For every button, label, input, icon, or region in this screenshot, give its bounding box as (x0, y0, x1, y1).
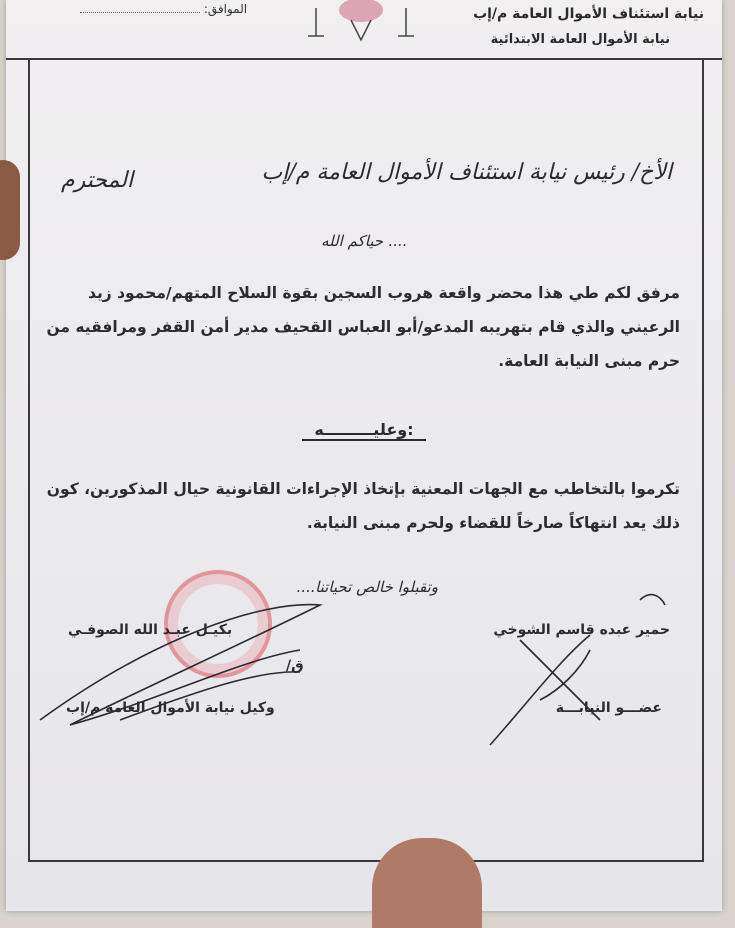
alaih-text: وعليـــــــــه: (302, 420, 425, 441)
emblem-icon (306, 0, 416, 46)
greeting: حياكم الله .... (321, 232, 407, 250)
date-field-blank (80, 12, 200, 13)
finger-bottom (372, 838, 482, 928)
closing-line: وتقبلوا خالص تحياتنا.... (296, 578, 439, 596)
body-paragraph-2: تكرموا بالتخاطب مع الجهات المعنية بإتخاذ الإجراءات القانونية حيال المذكورين، كون ذلك يعد انتهاكاً صارخاً للقضاء ولحرم مبنى النيابة. (46, 480, 680, 532)
document-sheet (6, 0, 722, 911)
addressee-line: الأخ/ رئيس نيابة استئناف الأموال العامة م/إب (261, 160, 672, 185)
signatory-left-title: وكيل نيابة الأموال العامة م/إب (66, 700, 275, 716)
date-field-label: الموافق: (203, 2, 248, 16)
alaih-heading (6, 420, 722, 439)
honorific: المحترم (61, 168, 134, 193)
body-paragraph-1: مرفق لكم طي هذا محضر واقعة هروب السجين بقوة السلاح المتهم/محمود زيد الرعيني والذي قام بتهريبه المدعو/أبو العباس القحيف مدير أمن القفر ومرافقيه من حرم مبنى النيابة العامة. (46, 284, 680, 370)
signatory-right-title: عضـــو النيابـــة (555, 700, 662, 716)
signatory-left-prefix: ق/ (286, 658, 304, 674)
date-field (76, 2, 247, 16)
signatory-left-name: بكيـل عبـد الله الصوفـي (68, 622, 233, 638)
header-line-2: نيابة الأموال العامة الابتدائية (490, 32, 670, 47)
signatory-right-name: حمير عبده قاسم الشوخي (493, 622, 670, 638)
header-line-1: نيابة استئناف الأموال العامة م/إب (473, 6, 704, 22)
